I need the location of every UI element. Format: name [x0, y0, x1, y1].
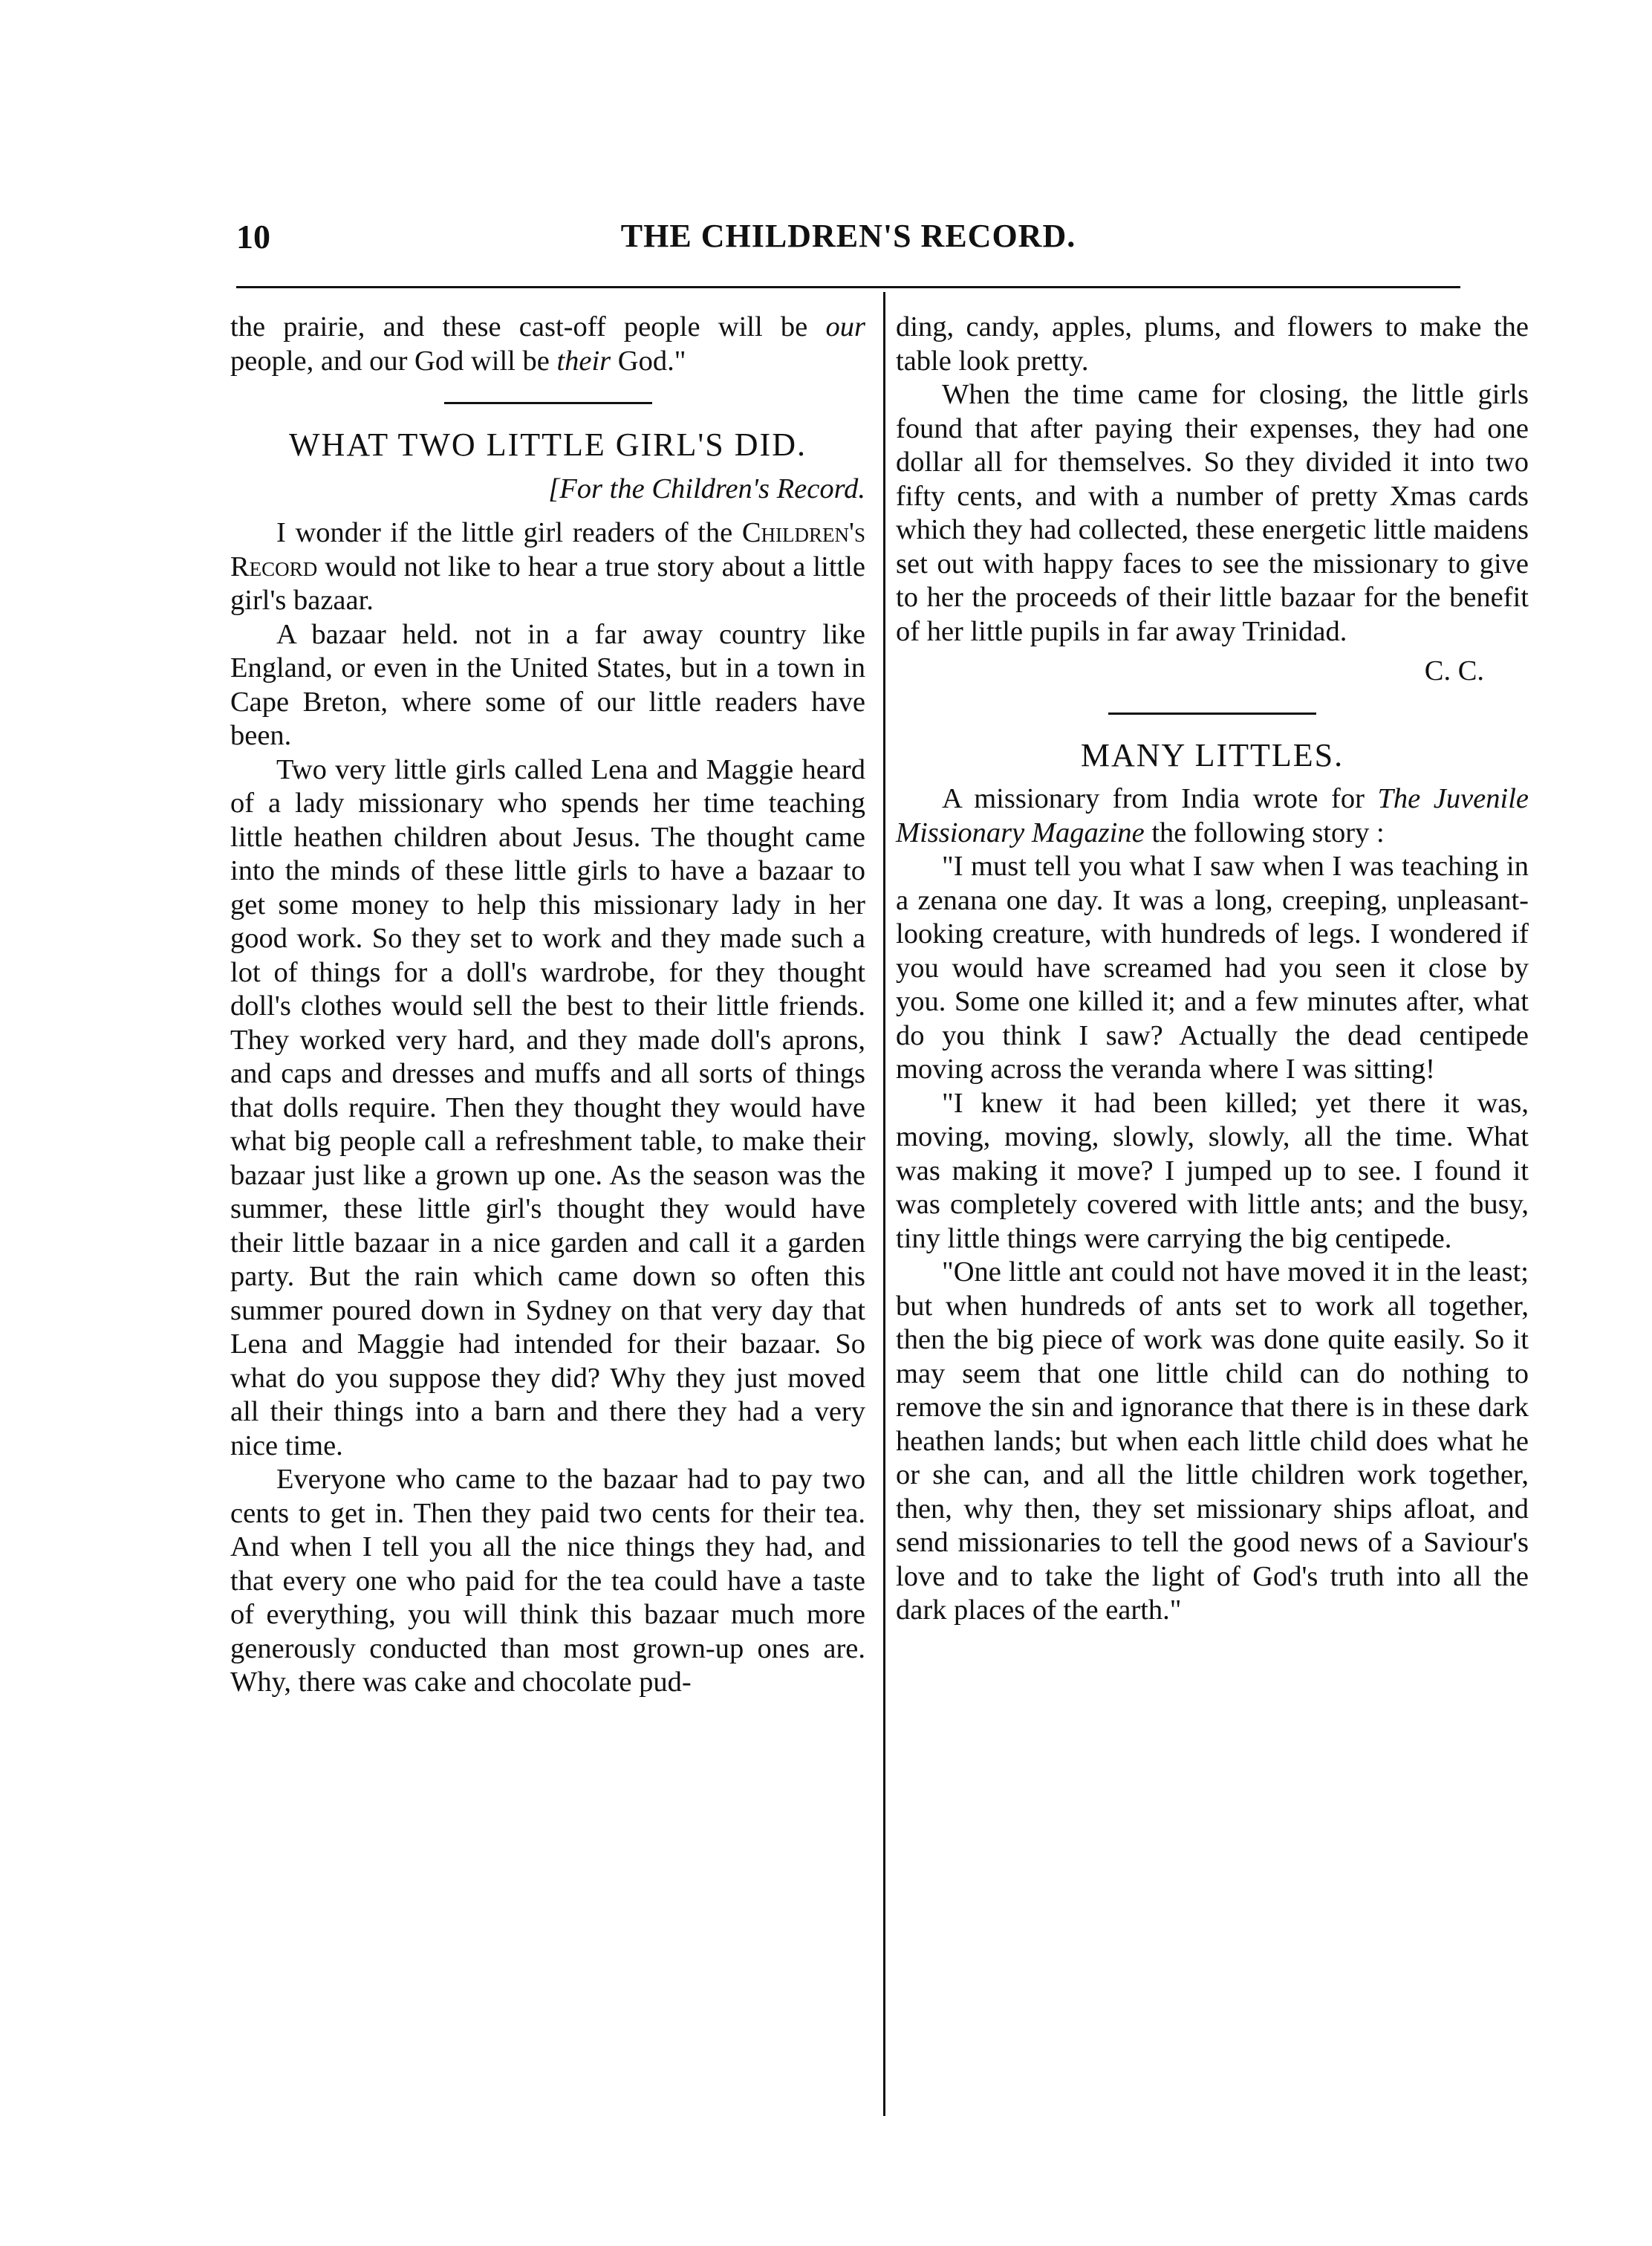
right-column	[896, 311, 1529, 1628]
column-divider	[883, 292, 885, 2116]
article-paragraph: I wonder if the little girl readers of the Children's Record would not like to hear a true story about a little girl's bazaar.	[230, 517, 865, 616]
article-paragraph: A bazaar held. not in a far away country like England, or even in the United States, but in a town in Cape Breton, where some of our little readers have been.	[230, 618, 865, 751]
page-number: 10	[236, 218, 270, 256]
quote-paragraph: "I must tell you what I saw when I was teaching in a zenana one day. It was a long, creeping, unpleasant-looking creature, with hundreds of legs. I wondered if you would have screamed had you seen it close by you. Some one killed it; and a few minutes after, what do you think I saw? Actually the dead centipede moving across the veranda where I was sitting!	[896, 851, 1529, 1085]
section-rule	[1108, 713, 1316, 715]
continued-paragraph: the prairie, and these cast-off people will be our people, and our God will be their God."	[230, 311, 865, 377]
article-byline: [For the Children's Record.	[548, 473, 865, 504]
page-header	[236, 217, 1460, 262]
running-title: THE CHILDREN'S RECORD.	[620, 218, 1076, 254]
article-heading: MANY LITTLES.	[1080, 736, 1344, 773]
article-paragraph: ding, candy, apples, plums, and flowers to make the table look pretty.	[896, 311, 1529, 377]
article-signoff: C. C.	[1424, 655, 1484, 687]
article-paragraph: When the time came for closing, the little girls found that after paying their expenses, they had one dollar all for themselves. So they divided it into two fifty cents, and with a number of pretty Xmas cards which they had collected, these energetic little maidens set out with happy faces to see the missionary to give to her the proceeds of their little bazaar for the benefit of her little pupils in far away Trinidad.	[896, 379, 1529, 647]
left-column	[230, 311, 865, 1700]
article-paragraph: Everyone who came to the bazaar had to pay two cents to get in. Then they paid two cents for their tea. And when I tell you all the nice things they had, and that every one who paid for the tea could have a taste of everything, you will think this bazaar much more generously conducted than most grown-up ones are. Why, there was cake and chocolate pud-	[230, 1464, 865, 1698]
section-rule	[444, 402, 652, 404]
article-paragraph: Two very little girls called Lena and Maggie heard of a lady missionary who spends her time teaching little heathen children about Jesus. The thought came into the minds of these little girls to have a bazaar to get some money to help this missionary lady in her good work. So they set to work and they made such a lot of things for a doll's wardrobe, for they thought doll's clothes would sell the best to their little friends. They worked very hard, and they made doll's aprons, and caps and dresses and muffs and all sorts of things that dolls require. Then they thought they would have what big people call a refreshment table, to make their bazaar just like a grown up one. As the season was the summer, these little girl's thought they would have their little bazaar in a nice garden and call it a garden party. But the rain which came down so often this summer poured down in Sydney on that very day that Lena and Maggie had intended for their bazaar. So what do you suppose they did? Why they just moved all their things into a barn and there they had a very nice time.	[230, 753, 865, 1461]
header-rule	[236, 286, 1460, 288]
article-intro: A missionary from India wrote for The Juvenile Missionary Magazine the following story :	[896, 783, 1529, 848]
article-heading: WHAT TWO LITTLE GIRL'S DID.	[289, 426, 807, 463]
quote-paragraph: "I knew it had been killed; yet there it was, moving, moving, slowly, slowly, all the time. What was making it move? I jumped up to see. I found it was completely covered with little ants; and the busy, tiny little things were carrying the big centipede.	[896, 1087, 1529, 1254]
quote-paragraph: "One little ant could not have moved it in the least; but when hundreds of ants set to work all together, then the big piece of work was done quite easily. So it may seem that one little child can do nothing to remove the sin and ignorance that there is in these dark heathen lands; but when each little child does what he or she can, and all the little children work together, then, why then, they set missionary ships afloat, and send missionaries to tell the good news of a Saviour's love and to take the light of God's truth into all the dark places of the earth."	[896, 1256, 1529, 1626]
